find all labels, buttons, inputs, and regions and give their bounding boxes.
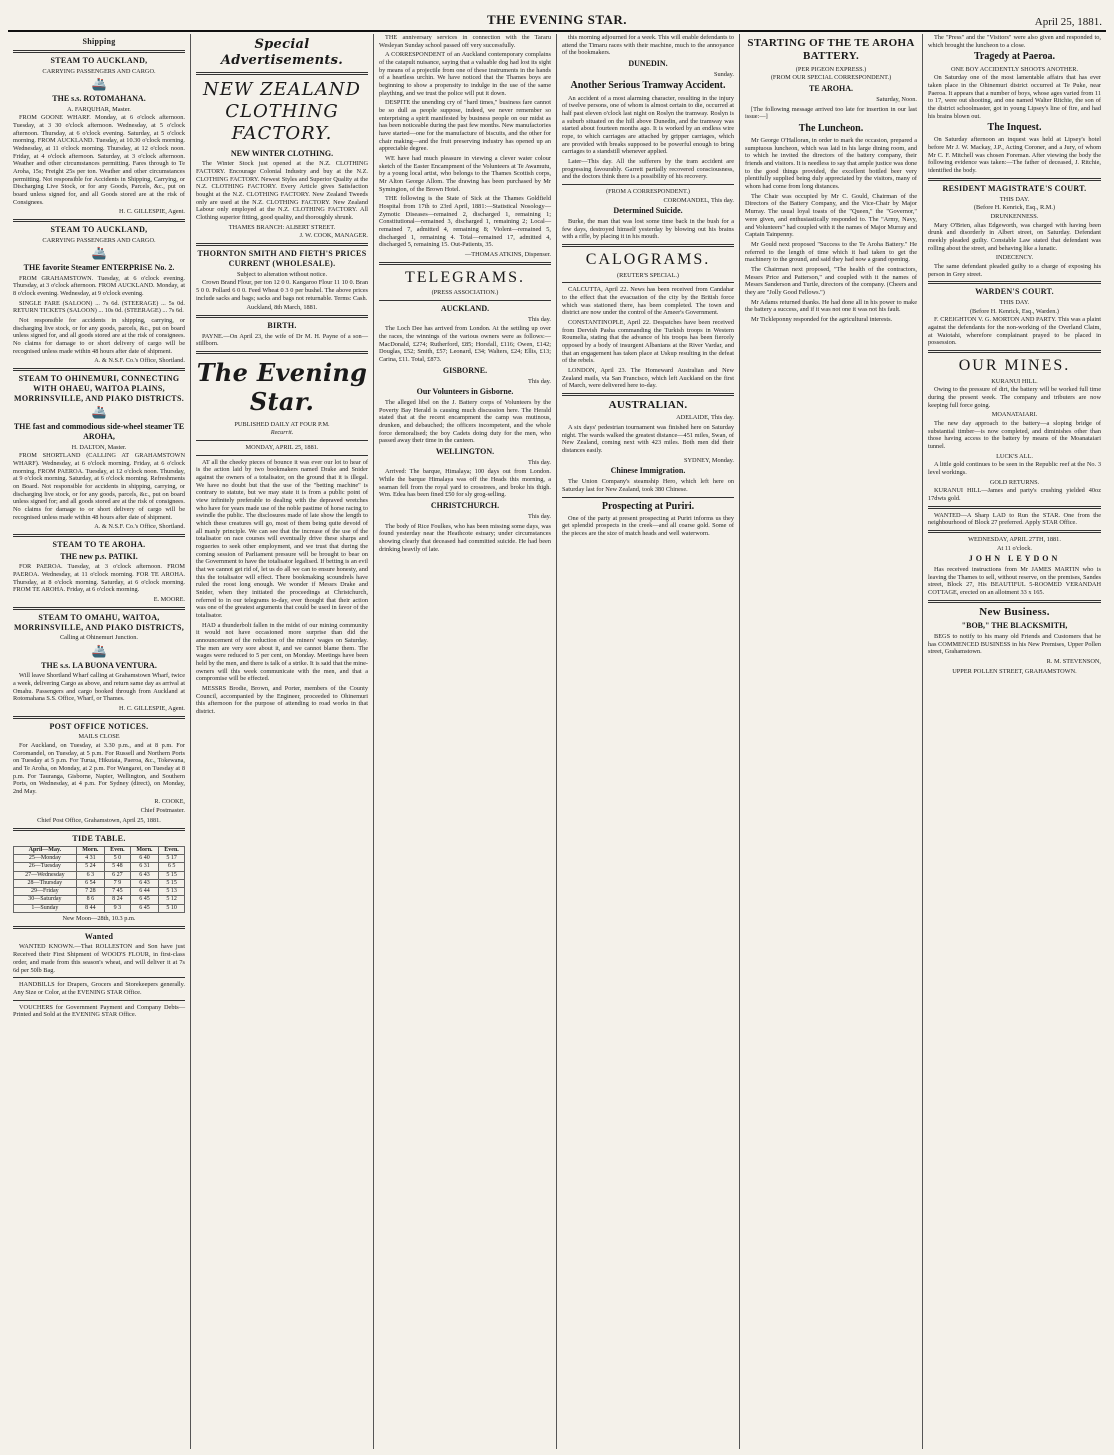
our-mines-heading: OUR MINES. [958, 357, 1071, 375]
tide-cell: 26—Tuesday [14, 863, 77, 871]
tide-cell: 6 31 [130, 863, 158, 871]
tide-row [14, 871, 185, 879]
dateline-adelaide: ADELAIDE, This day. [676, 414, 734, 422]
calograms-source: (REUTER'S SPECIAL.) [616, 271, 679, 279]
tramway-accident-headline: Another Serious Tramway Accident. [570, 80, 726, 92]
rm-court-case-heading: DRUNKENNESS. [990, 212, 1039, 220]
cable-body: CONSTANTINOPLE, April 22. Despatches have been received from Dervish Pasha commanding the Turkish troops in Western Roumelia, stating that the advance of his troops has been fiercely opposed by a body of insurgent Albanians at the River Vardar, and that an engagement has taken place at Uskup resulting in the defeat of the rebels. [562, 319, 734, 365]
luncheon-body: Mr George O'Halloran, in order to mark the occasion, prepared a sumptuous luncheon, which was laid in his large dining room, and to which he invited the directors of the battery company, their friends and visitors. It is needless to say that ample justice was done to the good things provided, the excellent bottled beer very plentifully supplied being duly appreciated by the visitors, many of whom had come from long distances. [745, 137, 917, 191]
dateline-date: This day. [527, 377, 551, 385]
vessel-name: THE fast and commodious side-wheel steamer TE AROHA, [13, 422, 185, 441]
tide-cell: 8 24 [105, 896, 131, 904]
dateline-coromandel: COROMANDEL, This day. [663, 196, 734, 204]
telegram-body: Arrived: The barque, Himalaya; 100 days out from London. While the barque Himalaya was off the Heads this morning, a seaman fell from the royal yard to crosstrees, and broke his thigh. Wm. Edea has been fined £50 for sly grog-selling. [379, 468, 551, 499]
editorial-body: AT all the cheeky pieces of bounce it was ever our lot to hear of is the action laid by two bookmakers named Drake and Snider against the owners of a totalisator, on the ground that it is illegal. We have no doubt but that the use of the "betting machine" is contrary to statute, but we may state it is from a public point of view infinitely preferable to dealing with the depraved wretches who have for years made use of the noble pastime of horse racing to swindle the public. The disclosures made of late show the length to which these creatures will go, most of them being quite devoid of all manly principle. We can see that the increase of the use of the totalisator on race courses will eventually drive these sharps and rogueries to seek other employment, and we trust that during the coming session of Parliament pressure will be brought to bear on the Government to have the totalisator legalised. If betting is an evil that we cannot get rid of, let us do all we can to ensure honesty, and this the totalisator will effect. There bookmaking scoundrels have ruled the roost long enough. We wonder if Messrs Drake and Snider, when they initiated the proceedings at Christchurch, referred to in our telegrams to-day, ever thought that their action was one of the greatest arguments that could be used in favor of the totalisator. [196, 458, 368, 619]
mine-subheading: LUCK'S ALL. [996, 452, 1033, 460]
new-business-heading: New Business. [979, 605, 1050, 618]
calograms-heading: CALOGRAMS. [585, 251, 711, 269]
ad-body: FROM GRAHAMSTOWN. Tuesday, at 6 o'clock evening. Thursday, at 3 o'clock afternoon. FROM AUCKLAND. Monday, at 8 o'clock evening. Wednesday, at 9 o'clock evening. [13, 274, 185, 298]
suicide-body: Burke, the man that was lost some time back in the bush for a few days, destroyed himself yesterday by blowing out his brains with a rifle, by placing it in his mouth. [562, 218, 734, 241]
mine-subheading: KURANUI HILL. [991, 377, 1038, 385]
mine-body: KURANUI HILL—James and party's crushing yielded 40oz 17dwts gold. [928, 487, 1101, 502]
tide-row [14, 879, 185, 887]
ad-title: STEAM TO OMAHU, WAITOA, MORRINSVILLE, AND PIAKO DISTRICTS, [13, 612, 184, 632]
tide-cell: 29—Friday [14, 888, 77, 896]
mine-body: Owing to the pressure of dirt, the battery will be worked full time during the present week. The company and tributers are now keeping full force going. [928, 386, 1101, 409]
new-business-body: BEGS to notify to his many old Friends and Customers that he has COMMENCED BUSINESS in his New Premises, Upper Pollen street, Grahamstown. [928, 632, 1101, 656]
tide-cell: 6 44 [130, 888, 158, 896]
column-3 [374, 34, 557, 1449]
inquest-headline: The Inquest. [987, 122, 1042, 134]
ad-body: Will leave Shortland Wharf calling at Grahamstown Wharf, twice a week, delivering Cargo as above, and return same day as arrival at Omahu. Passengers and cargo booked through from Auckland at Rotomahana S.S. Office, Wharf, or Thames. [13, 672, 185, 703]
tide-cell: 5 15 [159, 871, 185, 879]
issue-date: April 25, 1881. [1034, 16, 1102, 28]
tide-row [14, 863, 185, 871]
post-office-subheading: MAILS CLOSE [78, 733, 120, 741]
tide-cell: 30—Saturday [14, 896, 77, 904]
dateline-dunedin: DUNEDIN. [628, 59, 668, 69]
dateline-date: Sunday. [713, 70, 734, 78]
vouchers-ad: VOUCHERS for Government Payment and Company Debts—Printed and Sold at the EVENING STAR Office. [13, 1003, 185, 1019]
dateline-date: This day. [527, 512, 551, 520]
warden-court-heading: WARDEN'S COURT. [975, 287, 1054, 297]
prices-current-subtitle: Subject to alteration without notice. [236, 270, 328, 278]
tide-cell: 6 3 [76, 871, 104, 879]
nz-clothing-body: The Winter Stock just opened at the N.Z. CLOTHING FACTORY. Encourage Colonial Industry and buy at the N.Z. CLOTHING FACTORY. Newest Styles and Superior Quality at the N.Z. CLOTHING FACTORY. Every Article gives Satisfaction bought at the N.Z. CLOTHING FACTORY. New Zealand Tweeds only are used at the N.Z. CLOTHING FACTORY. New Zealand Labour only employed at the N.Z. CLOTHING FACTORY. All Clothing superior fitting, good quality, and thoroughly shrunk. [196, 160, 368, 222]
vessel-name: THE s.s. ROTOMAHANA. [52, 93, 146, 103]
dateline-auckland: AUCKLAND. [440, 304, 490, 313]
newspaper-title: THE EVENING STAR. [486, 12, 628, 27]
ad-body: FROM GOONE WHARF. Monday, at 6 o'clock afternoon. Tuesday, at 3 30 o'clock afternoon. Wednesday, at 5 o'clock afternoon. Thursday, at 6 o'clock evening. Saturday, at 5 o'clock morning. FROM AUCKLAND. Tuesday, at 10.30 o'clock morning. Wednesday, at 11 o'clock morning. Thursday, at 12 o'clock noon. Friday, at 4 o'clock afternoon. Saturday, at 3 o'clock afternoon. Weather and other circumstances permitting. Fares through to Te Aroha, 15s; Freight 25s per ton. Weather and other circumstances permitting. Not responsible for Accidents in Shipping, Carrying, or Discharging Live Stock, or for any Goods, Parcels, &c., put on board unless signed for, and all Goods stored are at the risk of Consignees. [13, 114, 185, 206]
tide-cell: 5 12 [159, 896, 185, 904]
ad-title: STEAM TO AUCKLAND, [50, 55, 148, 65]
rm-court-date: THIS DAY. [999, 195, 1030, 203]
dateline-date: This day. [527, 458, 551, 466]
luncheon-body: The Chairman next proposed, "The health of the contractors, Messrs Price and Patterson," and coupled with it the names of Messrs Sanderson and Turtle, directors of the company. (Cheers and they are "Jolly Good Fellows.") [745, 265, 917, 296]
luncheon-body: Mr Gould next proposed "Success to the Te Aroha Battery." He referred to the length of time which it had taken to get the machinery to the ground, and said they had now a grand opening. [745, 240, 917, 264]
news-paragraph: The "Press" and the "Visitors" were also given and responded to, which brought the luncheon to a close. [928, 34, 1101, 49]
editorial-body-2: HAD a thunderbolt fallen in the midst of our mining community it would not have occasioned more surprise than did the announcement of the reduction of the miners' wages on Saturday. The men are very sore about it, and we cannot blame them. The wages were reduced to 5 per cent, on Monday. Meetings have been held by the men, and there is talk of a strike. It is said that the mine-owners will this week communicate with the men, and that a compromise will be effected. [196, 621, 368, 683]
chinese-immigration-headline: Chinese Immigration. [610, 466, 686, 476]
ad-fares: SINGLE FARE (SALOON) ... 7s 6d. (STEERAGE) ... 5s 0d. RETURN TICKETS (SALOON) ... 10s 0d. (STEERAGE) ... 7s 6d. [13, 299, 185, 315]
column-4 [557, 34, 740, 1449]
dateline-gisborne: GISBORNE. [442, 365, 488, 375]
ad-agent: A. & N.S.F. Co.'s Office, Shortland. [94, 357, 185, 365]
tide-column-header: April—May. [14, 846, 77, 854]
tide-cell: 6 27 [105, 871, 131, 879]
tragedy-subheadline: ONE BOY ACCIDENTLY SHOOTS ANOTHER. [950, 65, 1079, 73]
australian-heading: AUSTRALIAN. [608, 399, 688, 412]
ad-agent: H. C. GILLESPIE, Agent. [119, 705, 185, 712]
tide-cell: 8 44 [76, 904, 104, 912]
puriri-headline: Prospecting at Puriri. [601, 500, 695, 512]
tide-row [14, 854, 185, 862]
tide-cell: 5 13 [159, 888, 185, 896]
tide-table-heading: TIDE TABLE. [72, 833, 126, 843]
post-office-signature-title: Chief Postmaster. [140, 807, 185, 815]
editor-note: [The following message arrived too late for insertion in our last issue:—] [745, 105, 917, 121]
rm-court-heading: RESIDENT MAGISTRATE'S COURT. [942, 183, 1087, 193]
rm-court-case-heading: INDECENCY. [995, 254, 1034, 262]
ad-title: STEAM TO TE AROHA. [52, 539, 146, 549]
telegram-body: The Loch Dee has arrived from London. At the settling up over the races, the winnings of the various owners were as follows:—MacDonald, £274; Rutherford, £85; Horsfall, £116; Owen, £142; Douglas, £52; Smith, £57; Leonard, £34; Walters, £24; Ellis, £13; Carina, £11. Total, £873. [379, 325, 551, 364]
tide-cell: 6 54 [76, 879, 104, 887]
post-office-heading: POST OFFICE NOTICES. [49, 721, 149, 731]
tide-cell: 25—Monday [14, 854, 77, 862]
publication-note: PUBLISHED DAILY AT FOUR P.M. [234, 420, 330, 428]
warden-court-body: F. CREIGHTON V. G. MORTON AND PARTY. This was a plaint against the defendants for the non-working of the Overland Claim, at Waiotahi, wherefore complainant prayed to be placed in possession. [928, 316, 1101, 347]
chinese-immigration-body: The Union Company's steamship Hero, which left here on Saturday last for New Zealand, took 380 Chinese. [562, 478, 734, 493]
suicide-headline: Determined Suicide. [613, 206, 683, 216]
tide-cell: 5 17 [159, 854, 185, 862]
wanted-ad: WANTED KNOWN.—That ROLLESTON and Son have just Received their First Shipment of WOOD'S FLOUR, in first-class order, and made from this season's wheat, and will deliver it at 7s 6d per 50lb Bag. [13, 943, 185, 974]
post-office-signature: R. COOKE, [154, 797, 185, 805]
tide-column-header: Morn. [130, 846, 158, 854]
luncheon-headline: The Luncheon. [798, 122, 864, 134]
prices-current-body: Crown Brand Flour, per ton 12 0 0. Kangaroo Flour 11 10 0. Bran 5 0 0. Pollard 6 0 0. Feed Wheat 0 3 0 per bushel. The above prices include sacks and bags; sacks and bags not returnable. Terms: Cash. [196, 279, 369, 302]
hospital-signature: —THOMAS ATKINS, Dispenser. [464, 251, 551, 259]
ad-note: Not responsible for accidents in shipping, carrying, or discharging live stock, or for any goods, parcels, &c., put on board unless signed for, and all goods stored are at the risk of consignees. No claims for damage to or short delivery of cargo will be recognised unless made within 48 hours after date of shipment. [13, 317, 185, 355]
column-6 [923, 34, 1106, 1449]
luncheon-body: Mr Tickleponny responded for the agricultural interests. [751, 315, 893, 323]
pigeon-express-note: (PER PIGEON EXPRESS.) [795, 65, 867, 73]
ad-agent: A. & N.S.F. Co.'s Office, Shortland. [94, 523, 185, 531]
tide-column-header: Even. [159, 846, 185, 854]
ship-master: A. FARQUHAR, Master. [67, 105, 131, 113]
new-business-address: UPPER POLLEN STREET, GRAHAMSTOWN. [952, 667, 1077, 675]
handbills-ad: HANDBILLS for Drapers, Grocers and Storekeepers generally. Any Size or Color, at the EVENING STAR Office. [13, 981, 185, 996]
prices-current-date: Auckland, 8th March, 1881. [246, 304, 318, 312]
tide-cell: 6 45 [130, 904, 158, 912]
cable-body: LONDON, April 23. The Homeward Australian and New Zealand mails, via San Francisco, which left Auckland on the first of March, were delivered here to-day. [562, 367, 734, 390]
ad-body: FROM SHORTLAND (CALLING AT GRAHAMSTOWN WHARF). Wednesday, at 6 o'clock morning. Friday, at 6 o'clock morning. FROM PAEROA. Tuesday, at 12 o'clock noon. Thursday, at 9 o'clock morning. Saturday, at 6 o'clock morning. Refreshments on Board. Not responsible for accidents in shipping, carrying, or discharging live stock, or for any goods, parcels, &c., put on board unless signed for; and all goods stored are at the risk of consignees. No claims for damage to or short delivery of cargo will be recognised unless made within 48 hours after date of shipment. [13, 452, 185, 521]
column-5 [740, 34, 923, 1449]
ship-master: H. DALTON, Master. [71, 443, 127, 451]
mine-body: A little gold continues to be seen in the Republic reef at the No. 3 level workings. [928, 461, 1101, 476]
birth-notice-heading: BIRTH. [267, 320, 297, 330]
section-heading-shipping: Shipping [82, 37, 116, 46]
special-correspondent-note: (FROM OUR SPECIAL CORRESPONDENT.) [770, 74, 892, 82]
auction-body: Has received instructions from Mr JAMES MARTIN who is leaving the Thames to sell, without reserve, on the premises, Sandes street, Block 27, His BEAUTIFUL 5-ROOMED VERANDAH COTTAGE, erected on an allotment 33 x 165. [928, 566, 1101, 597]
warden-court-before: (Before H. Kenrick, Esq., Warden.) [969, 307, 1060, 315]
rm-court-body: The same defendant pleaded guilty to a charge of exposing his person in Grey street. [928, 262, 1101, 278]
vessel-name: THE new p.s. PATIKI. [60, 551, 138, 561]
telegram-body: The body of Rice Foulkes, who has been missing some days, was found yesterday near the Heathcote estuary; under circumstances showing clearly that deceased had committed suicide. He had been drinking heavily of late. [379, 522, 551, 553]
section-heading-special-ads: Special Advertisements. [220, 37, 344, 68]
cable-body: CALCUTTA, April 22. News has been received from Candahar to the effect that the evacuation of the city by the British force which was stationed there, has been completed. The town and district are now under the control of the Ameer's Government. [562, 286, 734, 317]
tramway-accident-update: Later—This day. All the sufferers by the tram accident are progressing favourably. Garrett partially recovered consciousness, and the doctors think there is a possibility of his recovery. [562, 158, 734, 181]
tide-table [13, 846, 185, 914]
auction-time: At 11 o'clock. [996, 544, 1032, 552]
wanted-heading: Wanted [84, 931, 114, 941]
tide-row [14, 896, 185, 904]
news-paragraph: WE have had much pleasure in viewing a clever water colour sketch of the Easter Encampment of the Volunteers at Te Awamutu, by a young local artist, who belongs to the Thames Scottish corps, Mr Alton George Allom. The drawing has been purchased by Mr Symington, of the Brown Hotel. [379, 155, 551, 193]
luncheon-body: The Chair was occupied by Mr C. Gould, Chairman of the Directors of the Battery Company, and the Vice-Chair by Major Murray. The usual loyal toasts of the "Queen," the "Governor," were given, and enthusiastically responded to. The "Army, Navy, and Volunteers" had coupled with it the names of Major Murray and Captain Tainpenny. [745, 192, 917, 239]
auctioneer-name: JOHN LEYDON [968, 554, 1061, 564]
ad-agent: E. MOORE. [153, 596, 185, 604]
prices-current-title: THORNTON SMITH AND FIETH'S PRICES CURRENT (WHOLESALE). [197, 249, 367, 268]
ad-title: STEAM TO AUCKLAND, [50, 224, 148, 234]
ad-subtitle: Calling at Ohinemuri Junction. [59, 634, 138, 642]
puriri-body: One of the party at present prospecting at Puriri informs us they get splendid prospects in the creek—and all coarse gold. Some of the pieces are the size of match heads and well waterworn. [562, 514, 734, 538]
news-paragraph: A CORRESPONDENT of an Auckland contemporary complains of the catapult nuisance, saying that a valuable dog had lost its sight by means of a projectile from one of these instruments in the hands of a heartless urchin. We have noticed that the Thames boys are beginning to show a propensity to indulge in the use of the same plaything, and we trust the police will put it down. [379, 51, 551, 97]
warden-court-date: THIS DAY. [999, 299, 1030, 306]
column-2 [191, 34, 374, 1449]
steamship-icon: 🚢 [91, 77, 107, 92]
mine-subheading: MOANATAIARI. [991, 411, 1038, 419]
tide-cell: 7 9 [105, 879, 131, 887]
correspondent-note: (FROM A CORRESPONDENT.) [605, 188, 691, 196]
rm-court-before: (Before H. Kenrick, Esq., R.M.) [973, 204, 1056, 212]
tragedy-body: On Saturday one of the most lamentable affairs that has ever taken place in the Ohinemuri district occurred at Te Puke, near Paeroa. It appears that a number of boys, whose ages varied from 11 to 17, were out shooting, and one named Walter Ritchie, the son of the district schoolmaster, got in young Lipsey's line of fire, and had his brains blown out. [928, 74, 1101, 120]
ad-title: STEAM TO OHINEMURI, CONNECTING WITH OHAEU, WAITOA PLAINS, MORRINSVILLE, AND PIAKO DISTRICTS. [13, 374, 184, 403]
tragedy-headline: Tragedy at Paeroa. [973, 51, 1055, 63]
tide-cell: 6 43 [130, 871, 158, 879]
news-paragraph: THE following is the State of Sick at the Thames Goldfield Hospital from 17th to 23rd April, 1881:—Statistical Nosology—Zymotic Diseases—remained 2, discharged 1, remaining 1; Constitutional—remained 3, discharged 1, remaining 2; Local—remained 7, admitted 4, remaining 8; Violent—remained 5, discharged 1, remaining 4. Total—remained 17, admitted 4, discharged 5, remaining 15. Out-Patients, 35. [379, 195, 551, 249]
tide-cell: 4 31 [76, 854, 104, 862]
tide-cell: 9 3 [105, 904, 131, 912]
wanted-lad-ad: WANTED—A Sharp LAD to Run the STAR. One from the neighbourhood of Block 27 preferred. Apply STAR Office. [928, 511, 1101, 527]
inquest-body: On Saturday afternoon an inquest was held at Lipsey's hotel before Mr J. W. Mackay, J.P., Acting Coroner, and a Jury, of whom Mr C. F. Mitchell was chosen Foreman. After viewing the body the following evidence was taken:—The father of deceased, J. Ritchie, identified the body. [928, 136, 1101, 175]
tide-row [14, 888, 185, 896]
nz-clothing-branch: THAMES BRANCH: ALBERT STREET. [228, 223, 336, 231]
tide-column-header: Even. [105, 846, 131, 854]
ad-agent: H. C. GILLESPIE, Agent. [119, 208, 185, 216]
ad-subtitle: CARRYING PASSENGERS AND CARGO. [42, 236, 156, 244]
tide-cell: 6 5 [159, 863, 185, 871]
te-aroha-battery-headline: STARTING OF THE TE AROHA BATTERY. [747, 37, 915, 63]
motto: Recurrit. [270, 429, 294, 437]
steamship-icon: 🚢 [91, 643, 107, 658]
dateline-date: Saturday, Noon. [876, 95, 917, 103]
ad-subtitle: CARRYING PASSENGERS AND CARGO. [42, 67, 156, 75]
mine-subheading: GOLD RETURNS. [989, 478, 1040, 486]
mine-body: The new day approach to the battery—a sloping bridge of substantial timber—is now completed, and diminishes other than those having access to the battery by means of the Moanataiari tunnel. [928, 419, 1101, 450]
telegrams-heading: TELEGRAMS. [405, 268, 525, 286]
news-paragraph: DESPITE the unending cry of "hard times," business fare cannot be so dull as people suppose, indeed, we never remember so enterprising a spirit manifested by business people on our midst as has been noticeable during the past few months. New manufactories have started—one for the manufacture of biscuits, and the other for chair making—and the fruit preserving industry has opened up an appreciable degree. [379, 99, 551, 153]
tramway-accident-body: An accident of a most alarming character, resulting in the injury of twelve persons, one of whom is almost certain to die, occurred at half past eleven o'clock last night on Roslyn the tramway. Roslyn is a suburb situated on the hill above Dunedin, and the tramway was started about fourteen months ago. It is worked by an endless wire rope, to which carriages are attached by gripper carriages, which are provided with breaks supposed to be powerful enough to bring carriages to a standstill whenever applied. [562, 94, 734, 156]
post-office-body: For Auckland, on Tuesday, at 3.30 p.m., and at 8 p.m. For Coromandel, on Tuesday, at 5 p.m. For Russell and Northern Ports on Tuesday at 5 p.m. For Turua, Hikutaia, Paeroa, &c., Tokewana, and Te Aroha, on Monday, at 2 p.m. For Wangarei, on Tuesday at 8 p.m. For Tauranga, Gisborne, Napier, Wellington, and Southern Ports, on Wednesday, at 4 p.m. For Sydney (direct), on Monday, 2nd May. [13, 742, 185, 796]
dateline-wellington: WELLINGTON. [435, 446, 495, 456]
evening-star-nameplate: The Evening Star. [196, 358, 368, 417]
luncheon-body: Mr Adams returned thanks. He had done all in his power to make the battery a success, and if it was not one it was not his fault. [745, 298, 917, 314]
news-paragraph: THE anniversary services in connection with the Tararu Wesleyan Sunday school passed off very successfully. [379, 34, 551, 49]
tide-cell: 1—Sunday [14, 904, 77, 912]
news-paragraph: this morning adjourned for a week. This will enable defendants to attend the Timaru races with their machine, much to the annoyance of the bookmakers. [562, 34, 734, 57]
telegrams-source: (PRESS ASSOCIATION.) [431, 289, 499, 297]
tide-cell: 27—Wednesday [14, 871, 77, 879]
telegram-body: The alleged libel on the J. Battery corps of Volunteers by the Poverty Bay Herald is causing much discussion here. The Herald stated that at the recent encampment the camp was mutinous, drunken, and debauched; the officers incompetent, and the whole force demoralised; the boy Cadets doing duty for the men, who passed away their time in the canteen. [379, 398, 551, 445]
dateline-te-aroha: TE AROHA. [808, 84, 853, 94]
column-1 [8, 34, 191, 1449]
moon-phase: New Moon—28th, 10.3 p.m. [62, 915, 136, 923]
tide-column-header: Morn. [76, 846, 104, 854]
tide-cell: 28—Thursday [14, 879, 77, 887]
telegram-headline: Our Volunteers in Gisborne. [416, 387, 514, 397]
dateline-date: This day. [527, 315, 551, 323]
nz-clothing-manager: J. W. COOK, MANAGER. [299, 232, 368, 240]
steamship-icon: 🚢 [91, 405, 107, 420]
tide-cell: 5 0 [105, 854, 131, 862]
vessel-name: THE favorite Steamer ENTERPRISE No. 2. [23, 263, 175, 272]
post-office-date: Chief Post Office, Grahamstown, April 25, 1881. [37, 817, 161, 825]
new-business-signature: R. M. STEVENSON, [1046, 657, 1101, 665]
auction-date: WEDNESDAY, APRIL 27TH, 1881. [968, 535, 1061, 543]
tide-cell: 7 28 [76, 888, 104, 896]
tide-cell: 8 6 [76, 896, 104, 904]
nz-clothing-subtitle: NEW WINTER CLOTHING. [230, 148, 334, 158]
tide-cell: 5 24 [76, 863, 104, 871]
tide-cell: 5 15 [159, 879, 185, 887]
blacksmith-name: "BOB," THE BLACKSMITH, [961, 621, 1068, 631]
editorial-date: MONDAY, APRIL 25, 1881. [245, 443, 319, 451]
editorial-body-3: MESSRS Brodie, Brown, and Porter, members of the County Council, accompanied by the Engineer, proceeded to Ohinemuri this afternoon for the purpose of attending to road works in that district. [196, 685, 368, 716]
dateline-sydney: SYDNEY, Monday. [683, 456, 734, 464]
tide-cell: 6 45 [130, 896, 158, 904]
nz-clothing-factory-title: NEW ZEALAND CLOTHING FACTORY. [203, 78, 361, 144]
vessel-name: THE s.s. LA BUONA VENTURA. [41, 660, 157, 670]
tide-cell: 6 43 [130, 879, 158, 887]
dateline-christchurch: CHRISTCHURCH. [430, 501, 500, 511]
rm-court-body: Mary O'Brien, alias Edgeworth, was charged with having been drunk and disorderly in Albert street, on Saturday. Defendant meekly pleaded guilty. Constable Law stated that defendant was rolling about the street, and behaving like a lunatic. [928, 221, 1101, 252]
tide-cell: 5 10 [159, 904, 185, 912]
tide-cell: 6 40 [130, 854, 158, 862]
tide-cell: 7 45 [105, 888, 131, 896]
australian-body: A six days' pedestrian tournament was finished here on Saturday night. The wards walked the greatest distance—451 miles, Swan, of New Zealand, coming next with 423 miles. Both men did their distances easily. [562, 424, 734, 455]
ad-body: FOR PAEROA. Tuesday, at 3 o'clock afternoon. FROM PAEROA. Wednesday, at 11 o'clock morning. FOR TE AROHA. Thursday, at 8 o'clock morning. Saturday, at 6 o'clock morning. FROM TE AROHA. Friday, at 6 o'clock morning. [13, 563, 185, 594]
tide-cell: 5 48 [105, 863, 131, 871]
masthead [8, 6, 1106, 32]
birth-notice-body: PAYNE.—On April 23, the wife of Dr M. H. Payne of a son—stillborn. [196, 332, 368, 348]
steamship-icon: 🚢 [91, 246, 107, 261]
tide-row [14, 904, 185, 912]
